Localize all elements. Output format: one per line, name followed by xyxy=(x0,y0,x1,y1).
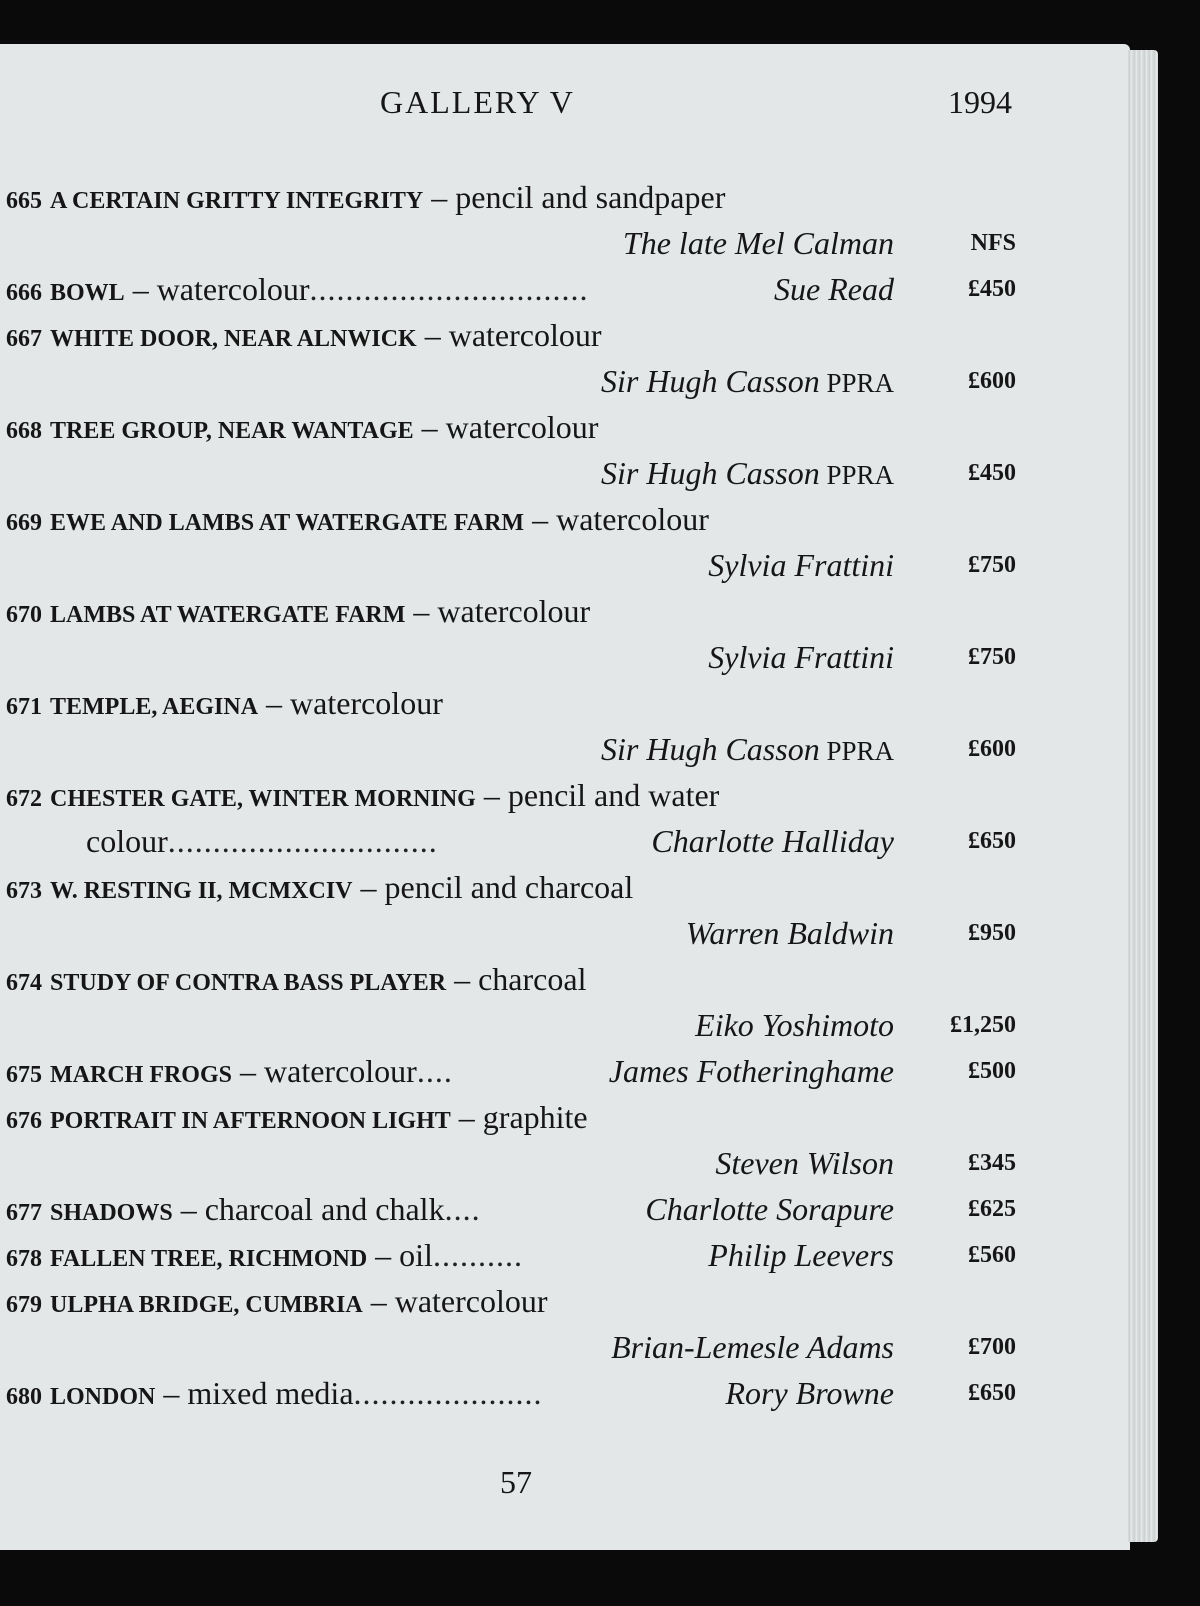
entry-artist: Sir Hugh Casson xyxy=(601,363,820,399)
entry-number: 679 xyxy=(6,1292,42,1318)
entry-medium: – mixed media xyxy=(155,1375,354,1411)
entry-artist-group xyxy=(601,450,894,498)
entry-price: £450 xyxy=(968,276,1016,302)
entry-artist-group xyxy=(774,266,894,312)
entry-medium: – watercolour xyxy=(416,317,602,353)
entry-medium: – pencil and sandpaper xyxy=(423,179,726,215)
entry-number: 669 xyxy=(6,510,42,536)
catalogue-year: 1994 xyxy=(948,84,1012,120)
entry-number: 671 xyxy=(6,694,42,720)
entry-artist: Rory Browne xyxy=(725,1375,894,1411)
entry-artist: Charlotte Sorapure xyxy=(645,1191,894,1227)
entry-price: £450 xyxy=(968,460,1016,486)
entry-artist: Warren Baldwin xyxy=(685,915,894,951)
entry-title: WHITE DOOR, NEAR ALNWICK xyxy=(50,326,417,352)
entry-medium: – watercolour xyxy=(258,685,443,721)
entry-title: EWE AND LAMBS AT WATERGATE FARM xyxy=(50,510,525,536)
entry-title: BOWL xyxy=(50,280,125,306)
entry-medium: – pencil and charcoal xyxy=(352,869,634,905)
catalogue-entry-continuation xyxy=(6,634,1016,680)
leader-dots: ............................... xyxy=(309,271,589,307)
entry-number: 667 xyxy=(6,326,42,352)
entry-medium: – charcoal and chalk xyxy=(172,1191,445,1227)
leader-dots: .............................. xyxy=(167,823,438,859)
entry-number: 676 xyxy=(6,1108,42,1134)
entry-medium: – watercolour xyxy=(524,501,709,537)
entry-title: A CERTAIN GRITTY INTEGRITY xyxy=(50,188,424,214)
entry-artist: Sue Read xyxy=(774,271,894,307)
entry-artist-group xyxy=(601,726,894,774)
entry-number: 673 xyxy=(6,878,42,904)
entry-number: 678 xyxy=(6,1246,42,1272)
entry-artist-group xyxy=(651,818,894,864)
entry-price: £950 xyxy=(968,920,1016,946)
entry-title: STUDY OF CONTRA BASS PLAYER xyxy=(50,970,447,996)
entry-artist: Sir Hugh Casson xyxy=(601,731,820,767)
entry-artist-group xyxy=(695,1002,894,1048)
entry-artist-group xyxy=(601,358,894,406)
entry-medium: – watercolour xyxy=(124,271,310,307)
catalogue-entry-continuation xyxy=(6,1324,1016,1370)
page-header xyxy=(0,84,1130,124)
page-edges xyxy=(1128,50,1158,1542)
entry-artist-group xyxy=(708,1232,894,1278)
catalogue-entry-continuation xyxy=(6,358,1016,404)
catalogue-entry xyxy=(6,956,1016,1002)
catalogue-entry xyxy=(6,1048,1016,1094)
entry-price: £1,250 xyxy=(950,1012,1016,1038)
catalogue-entry xyxy=(6,266,1016,312)
entry-title: ULPHA BRIDGE, CUMBRIA xyxy=(50,1292,363,1318)
catalogue-entry xyxy=(6,588,1016,634)
entry-price: NFS xyxy=(970,230,1016,256)
entry-medium: – watercolour xyxy=(232,1053,417,1089)
entry-price: £650 xyxy=(968,1380,1016,1406)
entry-artist-group xyxy=(645,1186,894,1232)
catalogue-entry-continuation xyxy=(6,1140,1016,1186)
entry-price: £600 xyxy=(968,368,1016,394)
entry-price: £650 xyxy=(968,828,1016,854)
catalogue-entry-continuation xyxy=(6,910,1016,956)
entry-price: £625 xyxy=(968,1196,1016,1222)
catalogue-entries xyxy=(6,174,1016,1416)
catalogue-entry-continuation xyxy=(6,1002,1016,1048)
entry-artist-group xyxy=(708,634,894,680)
entry-title: LONDON xyxy=(50,1384,156,1410)
entry-artist: Sir Hugh Casson xyxy=(601,455,820,491)
entry-medium: – watercolour xyxy=(362,1283,548,1319)
entry-artist: The late Mel Calman xyxy=(622,225,894,261)
page-number: 57 xyxy=(500,1464,532,1500)
entry-title: PORTRAIT IN AFTERNOON LIGHT xyxy=(50,1108,451,1134)
gallery-title: GALLERY V xyxy=(380,84,575,120)
entry-title: SHADOWS xyxy=(50,1200,173,1226)
artist-qualification: PPRA xyxy=(819,736,894,766)
entry-price: £750 xyxy=(968,552,1016,578)
entry-artist-group xyxy=(609,1048,894,1094)
entry-artist-group xyxy=(686,910,894,956)
catalogue-entry xyxy=(6,864,1016,910)
entry-number: 666 xyxy=(6,280,42,306)
entry-artist: Steven Wilson xyxy=(715,1145,894,1181)
entry-number: 674 xyxy=(6,970,42,996)
catalogue-entry xyxy=(6,680,1016,726)
entry-title: TEMPLE, AEGINA xyxy=(50,694,259,720)
entry-number: 670 xyxy=(6,602,42,628)
entry-medium: – watercolour xyxy=(413,409,599,445)
entry-title: LAMBS AT WATERGATE FARM xyxy=(50,602,406,628)
entry-title: MARCH FROGS xyxy=(50,1062,232,1088)
entry-medium: – graphite xyxy=(450,1099,588,1135)
entry-artist-group xyxy=(715,1140,894,1186)
catalogue-entry xyxy=(6,772,1016,818)
leader-dots: .......... xyxy=(432,1237,523,1273)
entry-artist: Brian-Lemesle Adams xyxy=(611,1329,894,1365)
entry-title: FALLEN TREE, RICHMOND xyxy=(50,1246,368,1272)
entry-artist: Sylvia Frattini xyxy=(708,639,894,675)
catalogue-entry-continuation xyxy=(6,220,1016,266)
entry-price: £500 xyxy=(968,1058,1016,1084)
entry-number: 675 xyxy=(6,1062,42,1088)
entry-medium-continued: colour xyxy=(86,823,168,859)
entry-price: £345 xyxy=(968,1150,1016,1176)
catalogue-entry xyxy=(6,496,1016,542)
entry-price: £700 xyxy=(968,1334,1016,1360)
catalogue-entry xyxy=(6,312,1016,358)
leader-dots: .... xyxy=(444,1191,481,1227)
entry-price: £600 xyxy=(968,736,1016,762)
entry-title: CHESTER GATE, WINTER MORNING xyxy=(50,786,476,812)
artist-qualification: PPRA xyxy=(819,460,894,490)
entry-artist-group xyxy=(725,1370,894,1416)
entry-artist: Charlotte Halliday xyxy=(651,823,894,859)
entry-medium: – pencil and water xyxy=(475,777,720,813)
entry-medium: – oil xyxy=(367,1237,433,1273)
entry-price: £750 xyxy=(968,644,1016,670)
catalogue-entry xyxy=(6,174,1016,220)
entry-title: W. RESTING II, MCMXCIV xyxy=(50,878,353,904)
entry-artist: Philip Leevers xyxy=(708,1237,894,1273)
entry-artist-group xyxy=(611,1324,894,1370)
catalogue-entry xyxy=(6,1186,1016,1232)
entry-number: 680 xyxy=(6,1384,42,1410)
catalogue-entry xyxy=(6,1278,1016,1324)
entry-artist-group xyxy=(708,542,894,588)
entry-artist: Sylvia Frattini xyxy=(708,547,894,583)
catalogue-entry xyxy=(6,1232,1016,1278)
catalogue-entry xyxy=(6,1094,1016,1140)
entry-number: 665 xyxy=(6,188,42,214)
entry-number: 672 xyxy=(6,786,42,812)
catalogue-entry-continuation xyxy=(6,818,1016,864)
entry-price: £560 xyxy=(968,1242,1016,1268)
entry-number: 677 xyxy=(6,1200,42,1226)
entry-medium: – charcoal xyxy=(446,961,587,997)
leader-dots: ..................... xyxy=(353,1375,543,1411)
catalogue-entry xyxy=(6,404,1016,450)
entry-artist-group xyxy=(623,220,894,266)
entry-medium: – watercolour xyxy=(405,593,591,629)
catalogue-entry-continuation xyxy=(6,450,1016,496)
entry-artist: Eiko Yoshimoto xyxy=(695,1007,894,1043)
leader-dots: .... xyxy=(416,1053,453,1089)
entry-artist: James Fotheringhame xyxy=(608,1053,894,1089)
catalogue-entry xyxy=(6,1370,1016,1416)
catalogue-entry-continuation xyxy=(6,542,1016,588)
entry-title: TREE GROUP, NEAR WANTAGE xyxy=(50,418,414,444)
entry-number: 668 xyxy=(6,418,42,444)
artist-qualification: PPRA xyxy=(819,368,894,398)
catalogue-entry-continuation xyxy=(6,726,1016,772)
